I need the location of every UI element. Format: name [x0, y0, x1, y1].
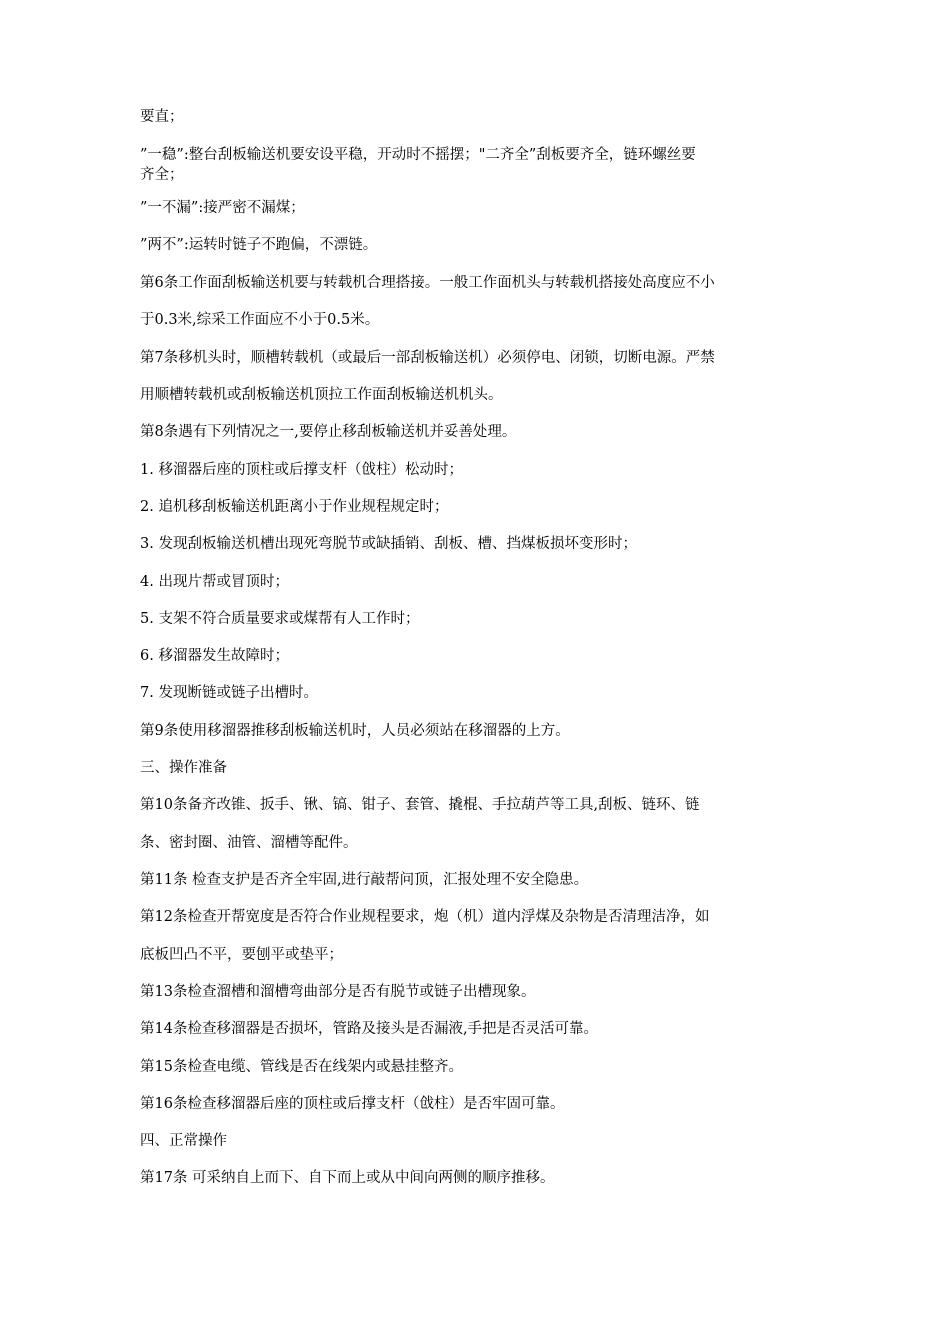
list-item: 4. 出现片帮或冒顶时；: [140, 574, 289, 590]
text-line: 底板凹凸不平，要刨平或垫平；: [140, 947, 343, 963]
list-item: 3. 发现刮板输送机槽出现死弯脱节或缺插销、刮板、槽、挡煤板损坏变形时；: [140, 536, 637, 552]
list-item: 7. 发现断链或链子出槽时。: [140, 685, 318, 701]
list-item: 6. 移溜器发生故障时；: [140, 648, 289, 664]
list-item: 1. 移溜器后座的顶柱或后撑支杆（戗柱）松动时；: [140, 462, 463, 478]
text-line: 第13条检查溜槽和溜槽弯曲部分是否有脱节或链子出槽现象。: [140, 984, 536, 1000]
text-line: 第17条 可采纳自上而下、自下而上或从中间向两侧的顺序推移。: [140, 1170, 555, 1186]
text-line: 用顺槽转载机或刮板输送机顶拉工作面刮板输送机机头。: [140, 387, 503, 403]
text-line: 第10条备齐改锥、扳手、锹、镐、钳子、套管、撬棍、手拉葫芦等工具,刮板、链环、链: [140, 797, 700, 813]
text-line: 于0.3米,综采工作面应不小于0.5米。: [140, 312, 380, 328]
list-item: 5. 支架不符合质量要求或煤帮有人工作时；: [140, 611, 420, 627]
text-line: 第16条检查移溜器后座的顶柱或后撑支杆（戗柱）是否牢固可靠。: [140, 1096, 565, 1112]
text-line: ”一稳”:整台刮板输送机要安设平稳，开动时不摇摆；"二齐全”刮板要齐全，链环螺丝要: [140, 147, 696, 163]
section-heading: 三、操作准备: [140, 760, 227, 776]
text-line: ”一不漏”:接严密不漏煤；: [140, 200, 305, 216]
text-line: 要直；: [140, 109, 184, 125]
text-line: 第14条检查移溜器是否损坏，管路及接头是否漏液,手把是否灵活可靠。: [140, 1021, 599, 1037]
text-line: 第11条 检查支护是否齐全牢固,进行敲帮问顶，汇报处理不安全隐患。: [140, 872, 589, 888]
text-line: 第12条检查开帮宽度是否符合作业规程要求，炮（机）道内浮煤及杂物是否清理洁净，如: [140, 909, 710, 925]
text-line: 齐全；: [140, 167, 184, 183]
text-line: 第8条遇有下列情况之一,要停止移刮板输送机并妥善处理。: [140, 424, 517, 440]
text-line: 第6条工作面刮板输送机要与转载机合理搭接。一般工作面机头与转载机搭接处高度应不小: [140, 275, 715, 291]
text-line: 第15条检查电缆、管线是否在线架内或悬挂整齐。: [140, 1059, 463, 1075]
list-item: 2. 追机移刮板输送机距离小于作业规程规定时；: [140, 499, 449, 515]
text-line: 第7条移机头时，顺槽转载机（或最后一部刮板输送机）必须停电、闭锁，切断电源。严禁: [140, 350, 715, 366]
text-line: ”两不”:运转时链子不跑偏，不漂链。: [140, 237, 378, 253]
text-line: 第9条使用移溜器推移刮板输送机时，人员必须站在移溜器的上方。: [140, 723, 570, 739]
text-line: 条、密封圈、油管、溜槽等配件。: [140, 835, 358, 851]
section-heading: 四、正常操作: [140, 1133, 227, 1149]
